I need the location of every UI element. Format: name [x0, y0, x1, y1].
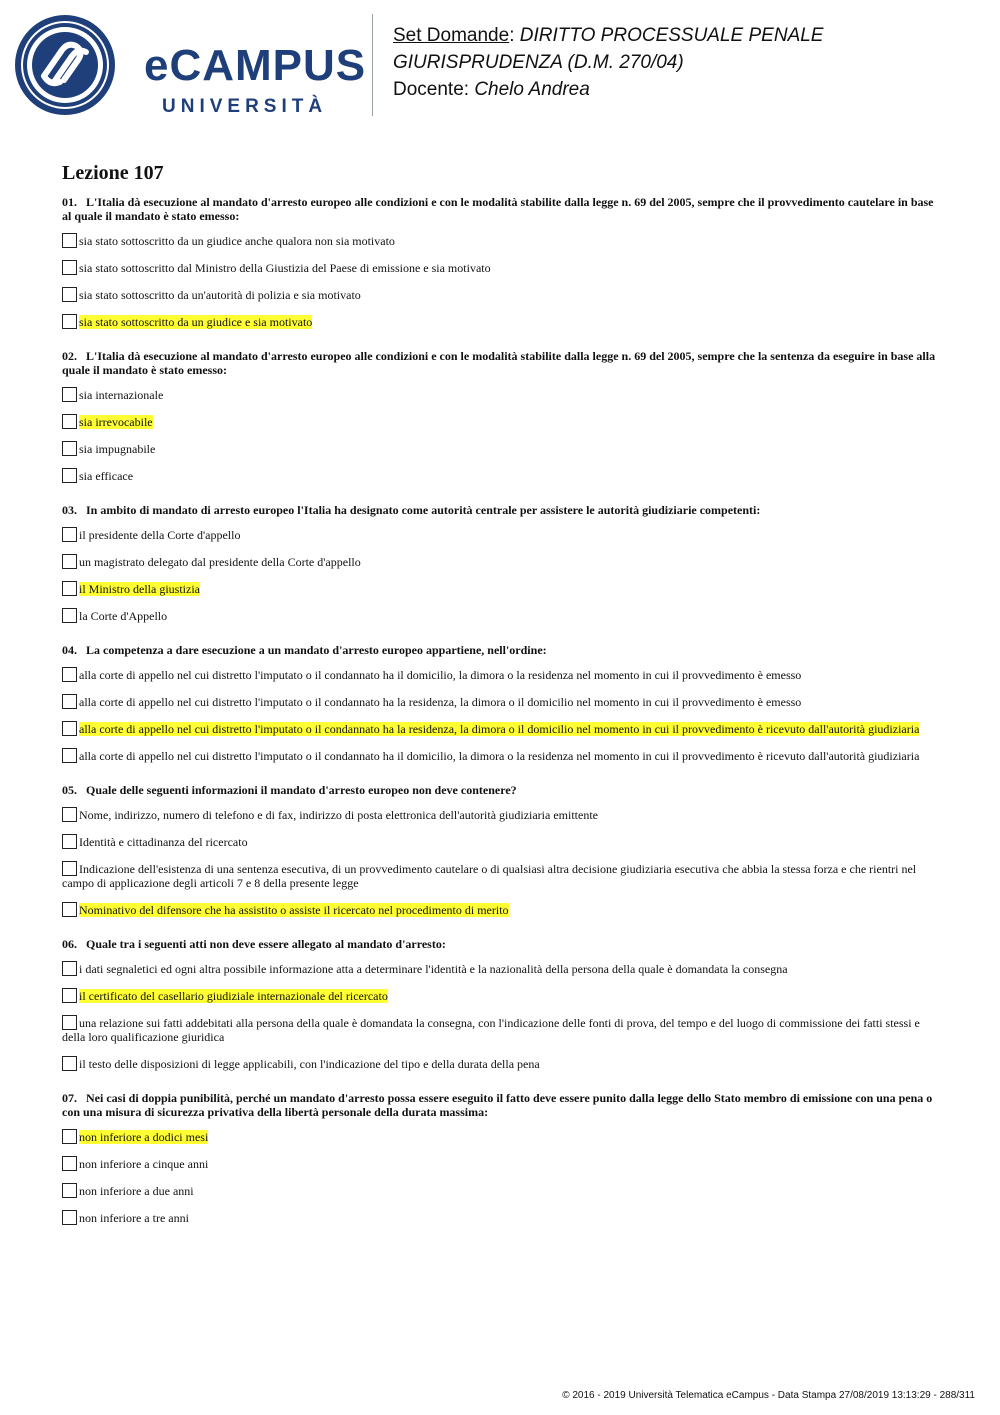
answer-text: non inferiore a cinque anni — [79, 1157, 209, 1171]
header-line-set — [393, 22, 823, 49]
answer-text: sia stato sottoscritto dal Ministro della Giustizia del Paese di emissione e sia motivato — [79, 261, 491, 275]
checkbox-icon[interactable] — [62, 961, 77, 976]
course-title: DIRITTO PROCESSUALE PENALE — [519, 25, 824, 46]
answer-option — [62, 861, 942, 890]
checkbox-icon[interactable] — [62, 748, 77, 763]
answer-text: sia efficace — [79, 469, 134, 483]
answer-option — [62, 468, 942, 483]
answer-text-correct: alla corte di appello nel cui distretto l'imputato o il condannato ha la residenza, la dimora o il domicilio nel momento in cui il provvedimento è ricevuto dall'autorità giudiziaria — [79, 722, 920, 736]
answer-option — [62, 233, 942, 248]
question-4 — [62, 643, 942, 763]
answer-text: Indicazione dell'esistenza di una sentenza esecutiva, di un provvedimento cautelare o di qualsiasi altra decisione giudiziaria esecutiva che abbia la stessa forza e che rientri nel campo di applicazione degli articoli 7 e 8 della presente legge — [62, 862, 917, 890]
checkbox-icon[interactable] — [62, 1156, 77, 1171]
question-text — [62, 1091, 942, 1119]
question-6 — [62, 937, 942, 1071]
ecampus-emblem-icon — [14, 14, 116, 116]
answer-option — [62, 1183, 942, 1198]
answer-option — [62, 902, 942, 917]
answer-option — [62, 1156, 942, 1171]
question-number: 03. — [62, 503, 77, 517]
answer-text: Identità e cittadinanza del ricercato — [79, 835, 248, 849]
checkbox-icon[interactable] — [62, 287, 77, 302]
question-number: 01. — [62, 195, 77, 209]
checkbox-icon[interactable] — [62, 902, 77, 917]
answer-text: sia stato sottoscritto da un'autorità di polizia e sia motivato — [79, 288, 361, 302]
question-7 — [62, 1091, 942, 1225]
answer-text: non inferiore a tre anni — [79, 1211, 189, 1225]
answer-option — [62, 694, 942, 709]
checkbox-icon[interactable] — [62, 988, 77, 1003]
answer-option — [62, 581, 942, 596]
checkbox-icon[interactable] — [62, 527, 77, 542]
answer-text: un magistrato delegato dal presidente della Corte d'appello — [79, 555, 361, 569]
brand-subtitle: UNIVERSITÀ — [162, 96, 328, 117]
page-header — [0, 0, 1000, 130]
set-separator: : — [509, 25, 520, 46]
answer-text-correct: sia irrevocabile — [79, 415, 153, 429]
answer-text: sia stato sottoscritto da un giudice anche qualora non sia motivato — [79, 234, 395, 248]
header-divider — [372, 14, 373, 116]
answer-option — [62, 554, 942, 569]
question-5 — [62, 783, 942, 917]
docente-name: Chelo Andrea — [474, 79, 590, 100]
question-body: In ambito di mandato di arresto europeo l'Italia ha designato come autorità centrale per assistere le autorità giudiziarie competenti: — [86, 503, 761, 517]
answer-text: il presidente della Corte d'appello — [79, 528, 241, 542]
answer-option — [62, 314, 942, 329]
header-line-docente — [393, 76, 823, 103]
answer-text-correct: sia stato sottoscritto da un giudice e sia motivato — [79, 315, 313, 329]
checkbox-icon[interactable] — [62, 260, 77, 275]
question-list — [62, 195, 942, 1225]
question-body: Nei casi di doppia punibilità, perché un mandato d'arresto possa essere eseguito il fatto deve essere punito dalla legge dello Stato membro di emissione con una pena o con una misura di sicurezza privativa della libertà personale della durata massima: — [62, 1091, 933, 1119]
question-2 — [62, 349, 942, 483]
answer-text: non inferiore a due anni — [79, 1184, 194, 1198]
answer-option — [62, 748, 942, 763]
question-body: Quale tra i seguenti atti non deve essere allegato al mandato d'arresto: — [86, 937, 446, 951]
checkbox-icon[interactable] — [62, 233, 77, 248]
answer-text: una relazione sui fatti addebitati alla persona della quale è domandata la consegna, con l'indicazione delle fonti di prova, del tempo e del luogo di commissione dei fatti stessi e della loro qualificazione giuridica — [62, 1016, 920, 1044]
answer-option — [62, 260, 942, 275]
answer-option — [62, 988, 942, 1003]
docente-label: Docente: — [393, 79, 475, 100]
checkbox-icon[interactable] — [62, 667, 77, 682]
answer-text: sia impugnabile — [79, 442, 156, 456]
answer-option — [62, 441, 942, 456]
answer-option — [62, 834, 942, 849]
checkbox-icon[interactable] — [62, 1183, 77, 1198]
checkbox-icon[interactable] — [62, 414, 77, 429]
checkbox-icon[interactable] — [62, 314, 77, 329]
answer-option — [62, 414, 942, 429]
checkbox-icon[interactable] — [62, 834, 77, 849]
brand-name: eCAMPUS — [144, 41, 367, 90]
question-number: 05. — [62, 783, 77, 797]
ecampus-logo — [14, 14, 367, 117]
checkbox-icon[interactable] — [62, 861, 77, 876]
set-label: Set Domande — [393, 25, 510, 46]
question-1 — [62, 195, 942, 329]
answer-text-correct: il Ministro della giustizia — [79, 582, 200, 596]
checkbox-icon[interactable] — [62, 468, 77, 483]
question-body: L'Italia dà esecuzione al mandato d'arresto europeo alle condizioni e con le modalità stabilite dalla legge n. 69 del 2005, sempre che la sentenza da eseguire in base alla quale il mandato è stato emesso: — [62, 349, 936, 377]
checkbox-icon[interactable] — [62, 554, 77, 569]
checkbox-icon[interactable] — [62, 807, 77, 822]
answer-text: il testo delle disposizioni di legge applicabili, con l'indicazione del tipo e della durata della pena — [79, 1057, 540, 1071]
checkbox-icon[interactable] — [62, 694, 77, 709]
checkbox-icon[interactable] — [62, 387, 77, 402]
checkbox-icon[interactable] — [62, 1210, 77, 1225]
course-degree: GIURISPRUDENZA (D.M. 270/04) — [393, 52, 684, 73]
page-footer: © 2016 - 2019 Università Telematica eCampus - Data Stampa 27/08/2019 13:13:29 - 288/311 — [562, 1390, 975, 1401]
answer-option — [62, 287, 942, 302]
question-text — [62, 937, 942, 951]
question-text — [62, 349, 942, 377]
question-body: L'Italia dà esecuzione al mandato d'arresto europeo alle condizioni e con le modalità stabilite dalla legge n. 69 del 2005, sempre che il provvedimento cautelare in base al quale il mandato è stato emesso: — [62, 195, 934, 223]
question-text — [62, 195, 942, 223]
checkbox-icon[interactable] — [62, 1056, 77, 1071]
answer-text: alla corte di appello nel cui distretto l'imputato o il condannato ha la residenza, la dimora o il domicilio nel momento in cui il provvedimento è emesso — [79, 695, 802, 709]
answer-option — [62, 1015, 942, 1044]
answer-text: i dati segnaletici ed ogni altra possibile informazione atta a determinare l'identità e la nazionalità della persona della quale è domandata la consegna — [79, 962, 788, 976]
answer-option — [62, 527, 942, 542]
answer-text: la Corte d'Appello — [79, 609, 168, 623]
question-text — [62, 643, 942, 657]
checkbox-icon[interactable] — [62, 441, 77, 456]
answer-option — [62, 1210, 942, 1225]
checkbox-icon[interactable] — [62, 1015, 77, 1030]
checkbox-icon[interactable] — [62, 608, 77, 623]
question-number: 06. — [62, 937, 77, 951]
answer-option — [62, 721, 942, 736]
answer-text-correct: il certificato del casellario giudiziale internazionale del ricercato — [79, 989, 388, 1003]
question-number: 02. — [62, 349, 77, 363]
answer-text: alla corte di appello nel cui distretto l'imputato o il condannato ha il domicilio, la dimora o la residenza nel momento in cui il provvedimento è ricevuto dall'autorità giudiziaria — [79, 749, 920, 763]
answer-option — [62, 608, 942, 623]
answer-option — [62, 387, 942, 402]
checkbox-icon[interactable] — [62, 721, 77, 736]
question-3 — [62, 503, 942, 623]
checkbox-icon[interactable] — [62, 1129, 77, 1144]
header-line-course — [393, 49, 823, 76]
answer-option — [62, 961, 942, 976]
question-text — [62, 503, 942, 517]
page-content — [62, 162, 942, 1245]
answer-option — [62, 807, 942, 822]
answer-text: Nome, indirizzo, numero di telefono e di fax, indirizzo di posta elettronica dell'autorità giudiziaria emittente — [79, 808, 598, 822]
answer-text-correct: non inferiore a dodici mesi — [79, 1130, 209, 1144]
question-number: 07. — [62, 1091, 77, 1105]
question-body: Quale delle seguenti informazioni il mandato d'arresto europeo non deve contenere? — [86, 783, 517, 797]
lesson-title: Lezione 107 — [62, 162, 164, 184]
answer-option — [62, 1056, 942, 1071]
answer-text: alla corte di appello nel cui distretto l'imputato o il condannato ha il domicilio, la dimora o la residenza nel momento in cui il provvedimento è emesso — [79, 668, 802, 682]
answer-text: sia internazionale — [79, 388, 164, 402]
question-text — [62, 783, 942, 797]
answer-option — [62, 667, 942, 682]
question-number: 04. — [62, 643, 77, 657]
question-body: La competenza a dare esecuzione a un mandato d'arresto europeo appartiene, nell'ordine: — [86, 643, 547, 657]
header-course-info — [393, 22, 823, 103]
checkbox-icon[interactable] — [62, 581, 77, 596]
answer-text-correct: Nominativo del difensore che ha assistito o assiste il ricercato nel procedimento di merito — [79, 903, 509, 917]
answer-option — [62, 1129, 942, 1144]
